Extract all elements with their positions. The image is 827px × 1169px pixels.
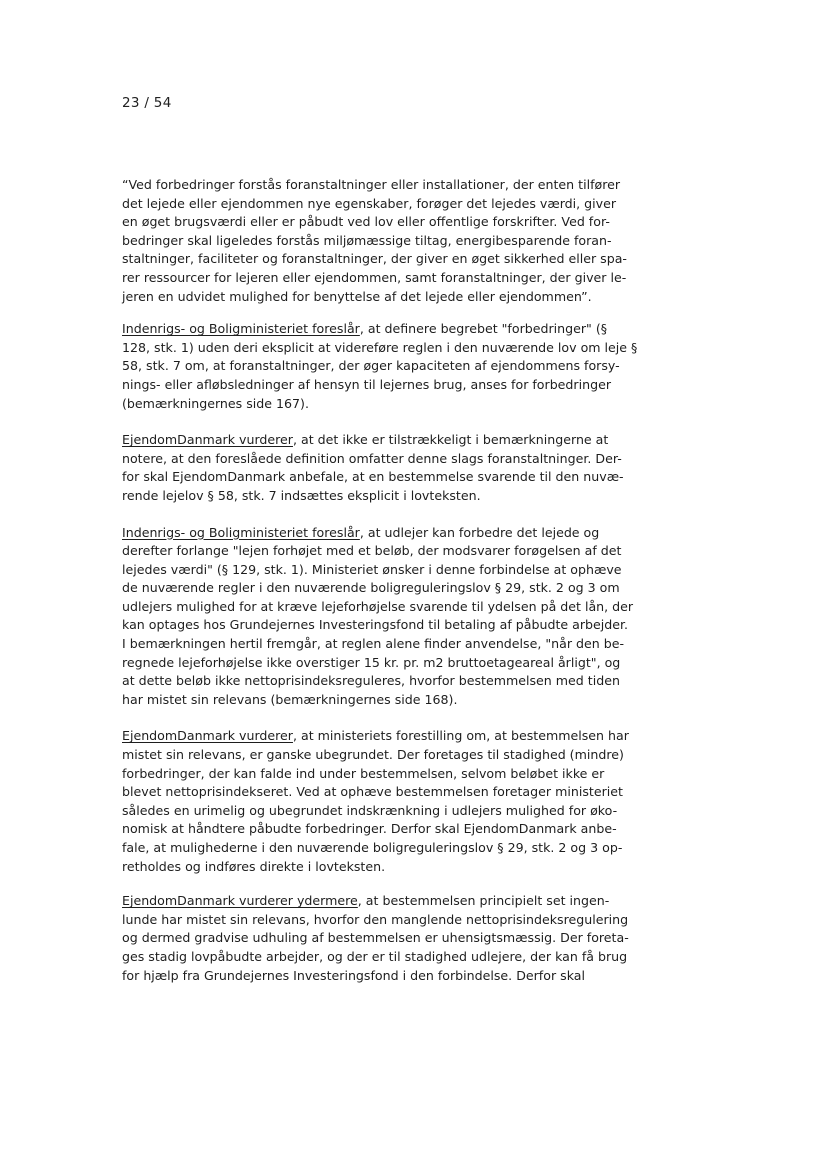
paragraph-line: at dette beløb ikke nettoprisindeksreguleres, hvorfor bestemmelsen med tiden — [122, 673, 620, 689]
paragraph-line-rest: , at det ikke er tilstrækkeligt i bemærkningerne at — [292, 432, 609, 448]
paragraph-line: har mistet sin relevans (bemærkningernes side 168). — [122, 691, 458, 707]
paragraph-line: de nuværende regler i den nuværende boligreguleringslov § 29, stk. 2 og 3 om — [122, 580, 620, 596]
ministry-proposal-paragraph — [122, 524, 652, 710]
paragraph-line: rende lejelov § 58, stk. 7 indsættes eksplicit i lovteksten. — [122, 487, 481, 503]
paragraph-line: fale, at mulighederne i den nuværende boligreguleringslov § 29, stk. 2 og 3 op- — [122, 840, 623, 855]
assessment-paragraph — [122, 892, 652, 985]
assessment-paragraph — [122, 727, 652, 876]
paragraph-line: mistet sin relevans, er ganske ubegrundet. Der foretages til stadighed (mindre) — [122, 747, 624, 763]
paragraph-line: 58, stk. 7 om, at foranstaltninger, der øger kapaciteten af ejendommens forsy- — [122, 358, 620, 374]
paragraph-first-line — [122, 892, 652, 911]
paragraph-line: og dermed gradvise udhuling af bestemmelsen er uhensigtsmæssig. Der foreta- — [122, 930, 629, 946]
paragraph-lead: EjendomDanmark vurderer ydermere — [122, 893, 358, 909]
paragraph-line: kan optages hos Grundejernes Investeringsfond til betaling af påbudte arbejder. — [122, 617, 629, 633]
paragraph-first-line — [122, 320, 652, 339]
paragraph-line: regnede lejeforhøjelse ikke overstiger 15 kr. pr. m2 bruttoetageareal årligt", og — [122, 654, 621, 670]
paragraph-lead: EjendomDanmark vurderer — [122, 728, 293, 744]
paragraph-line: notere, at den foreslåede definition omfatter denne slags foranstaltninger. Der- — [122, 450, 622, 466]
paragraph-lead: Indenrigs- og Boligministeriet foreslår — [122, 524, 360, 540]
paragraph-line-rest: , at definere begrebet "forbedringer" (§ — [359, 321, 608, 337]
paragraph-line: for skal EjendomDanmark anbefale, at en bestemmelse svarende til den nuvæ- — [122, 469, 624, 485]
paragraph-first-line — [122, 431, 652, 450]
paragraph-line-rest: , at udlejer kan forbedre det lejede og — [359, 524, 600, 540]
paragraph-line: det lejede eller ejendommen nye egenskaber, forøger det lejedes værdi, giver — [122, 195, 617, 211]
assessment-paragraph — [122, 431, 652, 505]
paragraph-line: I bemærkningen hertil fremgår, at reglen alene finder anvendelse, "når den be- — [122, 636, 625, 652]
paragraph-line: derefter forlange "lejen forhøjet med et beløb, der modsvarer forøgelsen af det — [122, 543, 622, 559]
paragraph-lead: EjendomDanmark vurderer — [122, 432, 293, 448]
paragraph-line: (bemærkningernes side 167). — [122, 395, 309, 411]
paragraph-line: lunde har mistet sin relevans, hvorfor den manglende nettoprisindeksregulering — [122, 911, 629, 927]
paragraph-line: udlejers mulighed for at kræve lejeforhøjelse svarende til ydelsen på det lån, der — [122, 598, 634, 614]
paragraph-line: blevet nettoprisindekseret. Ved at ophæve bestemmelsen foretager ministeriet — [122, 784, 623, 800]
paragraph-line-rest: , at bestemmelsen principielt set ingen- — [357, 893, 610, 909]
ministry-proposal-paragraph — [122, 320, 652, 413]
paragraph-line: ges stadig lovpåbudte arbejder, og der er til stadighed udlejere, der kan få brug — [122, 948, 628, 964]
paragraph-line: bedringer skal ligeledes forstås miljømæssige tiltag, energibesparende foran- — [122, 232, 612, 248]
quote-paragraph — [122, 176, 652, 306]
paragraph-line: forbedringer, der kan falde ind under bestemmelsen, selvom beløbet ikke er — [122, 765, 605, 781]
paragraph-line: lejedes værdi" (§ 129, stk. 1). Ministeriet ønsker i denne forbindelse at ophæve — [122, 561, 622, 577]
paragraph-first-line — [122, 727, 652, 746]
paragraph-line: således en urimelig og ubegrundet indskrænkning i udlejers mulighed for øko- — [122, 802, 618, 818]
paragraph-line: rer ressourcer for lejeren eller ejendommen, samt foranstaltninger, der giver le- — [122, 269, 627, 285]
page-number: 23 / 54 — [122, 95, 172, 111]
paragraph-line: nings- eller afløbsledninger af hensyn til lejernes brug, anses for forbedringer — [122, 376, 612, 392]
paragraph-line-rest: , at ministeriets forestilling om, at bestemmelsen har — [292, 728, 629, 744]
paragraph-line: jeren en udvidet mulighed for benyttelse af det lejede eller ejendommen”. — [122, 288, 592, 304]
document-body — [122, 176, 652, 1001]
paragraph-first-line — [122, 524, 652, 543]
paragraph-lead: Indenrigs- og Boligministeriet foreslår — [122, 321, 360, 337]
paragraph-line: retholdes og indføres direkte i lovteksten. — [122, 858, 386, 874]
paragraph-line: en øget brugsværdi eller er påbudt ved lov eller offentlige forskrifter. Ved for- — [122, 214, 610, 230]
paragraph-line: “Ved forbedringer forstås foranstaltninger eller installationer, der enten tilfører — [122, 177, 621, 192]
paragraph-line: for hjælp fra Grundejernes Investeringsfond i den forbindelse. Derfor skal — [122, 967, 585, 983]
paragraph-line: nomisk at håndtere påbudte forbedringer. Derfor skal EjendomDanmark anbe- — [122, 821, 617, 837]
paragraph-line: 128, stk. 1) uden deri eksplicit at videreføre reglen i den nuværende lov om leje § — [122, 339, 638, 355]
paragraph-line: staltninger, faciliteter og foranstaltninger, der giver en øget sikkerhed eller spa- — [122, 251, 627, 267]
